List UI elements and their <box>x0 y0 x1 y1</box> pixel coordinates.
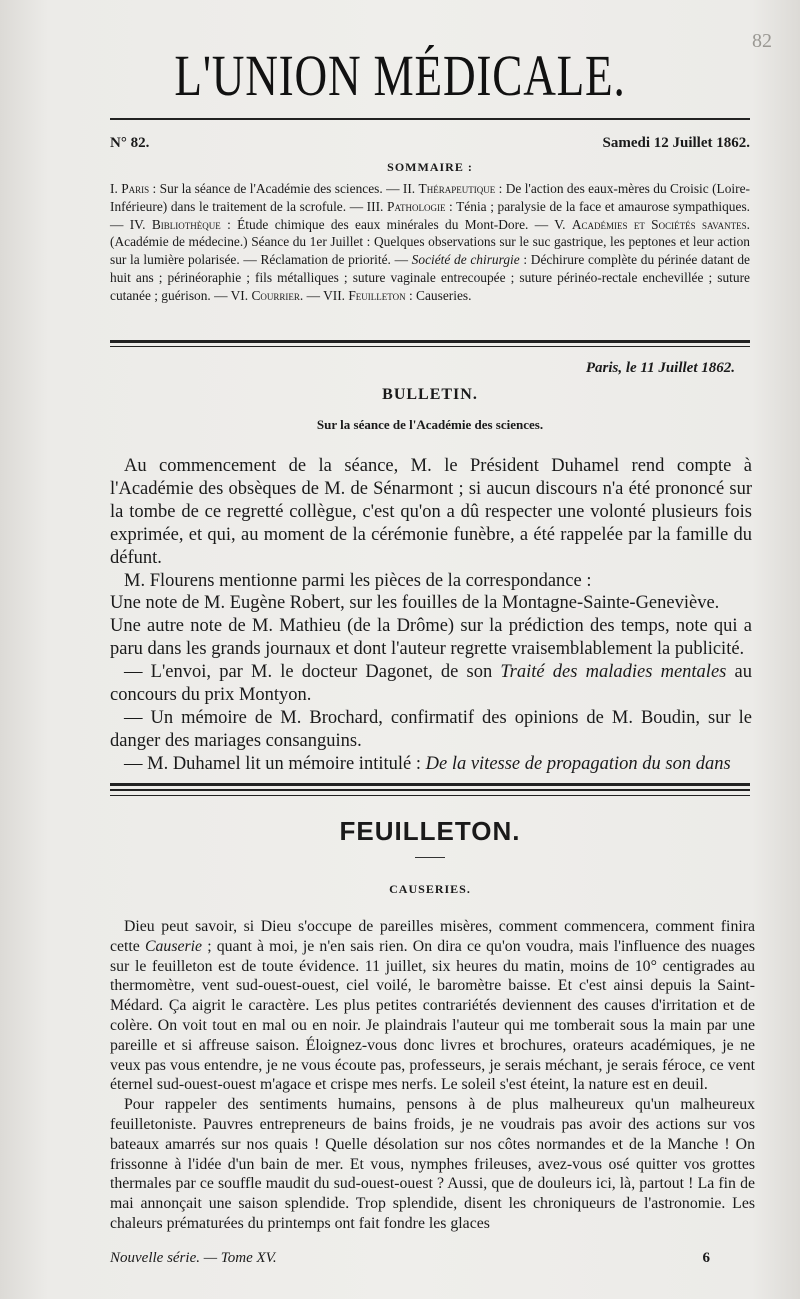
bulletin-subtitle: Sur la séance de l'Académie des sciences. <box>316 417 544 432</box>
feuilleton-rule-1 <box>110 783 750 786</box>
sommaire-run: : Causeries. <box>405 287 472 303</box>
page-footer <box>110 1250 710 1267</box>
journal-title: L'UNION MÉDICALE. <box>174 43 626 108</box>
masthead-rule <box>110 118 750 120</box>
sommaire-run: : Sur la séance de l'Académie des sciences. — II. <box>149 181 419 196</box>
sommaire-heading <box>110 158 750 176</box>
feuilleton-short-rule <box>415 857 445 858</box>
page-number: 82 <box>752 30 772 52</box>
bulletin-body <box>110 455 752 776</box>
sommaire-rubric: Courrier <box>251 287 300 303</box>
feuilleton-title: FEUILLETON. <box>339 816 521 846</box>
bulletin-paragraph-2: M. Flourens mentionne parmi les pièces de la correspondance : <box>124 570 592 591</box>
sommaire-paragraph <box>110 180 750 305</box>
bulletin-subheading <box>110 416 750 434</box>
issue-date: Samedi 12 Juillet 1862. <box>602 135 750 151</box>
section-rule-bottom <box>110 346 750 347</box>
footer-series: Nouvelle série. — Tome XV. <box>110 1250 277 1266</box>
footer-sheet-number: 6 <box>702 1250 710 1266</box>
causeries-heading <box>110 880 750 898</box>
bulletin-paragraph-3: Une note de M. Eugène Robert, sur les fouilles de la Montagne-Sainte-Geneviève. <box>110 593 720 614</box>
sommaire-rubric: Paris <box>121 181 150 196</box>
sommaire-text <box>110 180 750 305</box>
section-rule-top <box>110 340 750 343</box>
sommaire-run: : Ténia ; paralysie de la face et amaurose sympathiques. — IV. <box>110 198 751 232</box>
bulletin-paragraph-1: Au commencement de la séance, M. le Président Duhamel rend compte à l'Académie des obsèques de M. de Sénarmont ; si aucun discours n'a été prononcé sur la tombe de ce regretté collègue, c'est qu'on a dû respecter une volonté plusieurs fois exprimée, et qui, au moment de la cérémonie funèbre, a été rappelée par la famille du défunt. <box>110 456 752 568</box>
sommaire-run: I. <box>110 181 122 196</box>
feuilleton-rule-3 <box>110 795 750 796</box>
sommaire-rubric: Bibliothèque <box>151 216 221 232</box>
feuilleton-heading <box>110 816 750 847</box>
sommaire-rubric: Académies et Sociétés savantes <box>571 216 747 232</box>
bulletin-paragraph-5: — L'envoi, par M. le docteur Dagonet, de son Traité des maladies mentales au concours du prix Montyon. <box>110 662 752 706</box>
sommaire-title: SOMMAIRE : <box>387 160 473 174</box>
sommaire-italic: Société de chirurgie <box>411 252 520 268</box>
issue-line <box>110 135 750 152</box>
bulletin-dateline: Paris, le 11 Juillet 1862. <box>585 360 735 376</box>
bulletin-title: BULLETIN. <box>382 386 478 403</box>
feuilleton-paragraph-2: Pour rappeler des sentiments humains, pensons à de plus malheureux qu'un malheureux feuilletoniste. Pauvres entrepreneurs de bains froids, je ne voudrais pas avoir des actions sur vos bateaux amarrés sur nos quais ! Quelle désolation sur nos côtes normandes et de la Manche ! On frissonne à l'idée d'un bain de mer. Et vous, nymphes frileuses, avez-vous osé quitter vos grottes thermales par ce souffle maudit du sud-ouest-ouest ? Aussi, que de douleurs ici, là, partout ! La fin de mai annonçait une saison splendide. Trop splendide, disent les chroniqueurs de l'astronomie. Les chaleurs prématurées du printemps ont fait fondre les glaces <box>110 1096 755 1232</box>
sommaire-rubric: Pathologie <box>387 198 446 214</box>
sommaire-run: : Déchirure complète du périnée datant de huit ans ; périnéoraphie ; fils métalliques ; suture vaginale entrecoupée ; suture périnéo-rectale enchevillée ; suture cutanée ; guérison. — VI. <box>110 252 751 303</box>
bulletin-paragraph-6: — Un mémoire de M. Brochard, confirmatif des opinions de M. Boudin, sur le danger des mariages consanguins. <box>110 707 752 751</box>
bulletin-paragraph-4: Une autre note de M. Mathieu (de la Drôme) sur la prédiction des temps, note qui a paru dans les grands journaux et dont l'auteur regrette vraisemblablement la publicité. <box>110 616 752 660</box>
feuilleton-body <box>110 917 755 1234</box>
bulletin-heading <box>110 386 750 404</box>
sommaire-run: . — VII. <box>299 287 349 303</box>
issue-number: N° 82. <box>110 135 150 151</box>
feuilleton-rule-2 <box>110 789 750 791</box>
causeries-title: CAUSERIES. <box>389 882 471 896</box>
sommaire-rubric: Feuilleton <box>348 287 406 303</box>
sommaire-run: . (Académie de médecine.) Séance du 1er Juillet : Quelques observations sur le suc gastrique, les peptones et leur action sur la lumière polarisée. — Réclamation de priorité. — <box>110 216 750 268</box>
sommaire-rubric: Thérapeutique <box>418 181 496 196</box>
feuilleton-paragraph-1: Dieu peut savoir, si Dieu s'occupe de pareilles misères, comment commencera, comment finira cette Causerie ; quant à moi, je n'en sais rien. On dira ce qu'on voudra, mais l'influence des nuages sur le feuilleton est de toute évidence. 11 juillet, six heures du matin, moins de 10° centigrades au thermomètre, vent sud-ouest-ouest, ciel voilé, le baromètre baisse. Et c'est ainsi depuis la Saint-Médard. Ça aigrit le caractère. Les plus petites contrariétés deviennent des causes d'irritation et de colère. On voit tout en mal ou en noir. Je plaindrais l'auteur qui me tomberait sous la main par une pareille et si affreuse saison. Éloignez-vous donc livres et brochures, orateurs académiques, je ne veux pas vous entendre, je ne vous écoute pas, professeurs, je serais méchant, je serais féroce, ce vent éternel sud-ouest-ouest m'agace et crispe mes nerfs. Le soleil s'est éteint, la nature est en deuil. <box>110 918 755 1094</box>
sommaire-run: : De l'action des eaux-mères du Croisic (Loire-Inférieure) dans le traitement de la scrofule. — III. <box>110 181 751 214</box>
bulletin-paragraph-7: — M. Duhamel lit un mémoire intitulé : De la vitesse de propagation du son dans <box>124 753 731 774</box>
sommaire-run: : Étude chimique des eaux minérales du Mont-Dore. — V. <box>220 216 572 232</box>
